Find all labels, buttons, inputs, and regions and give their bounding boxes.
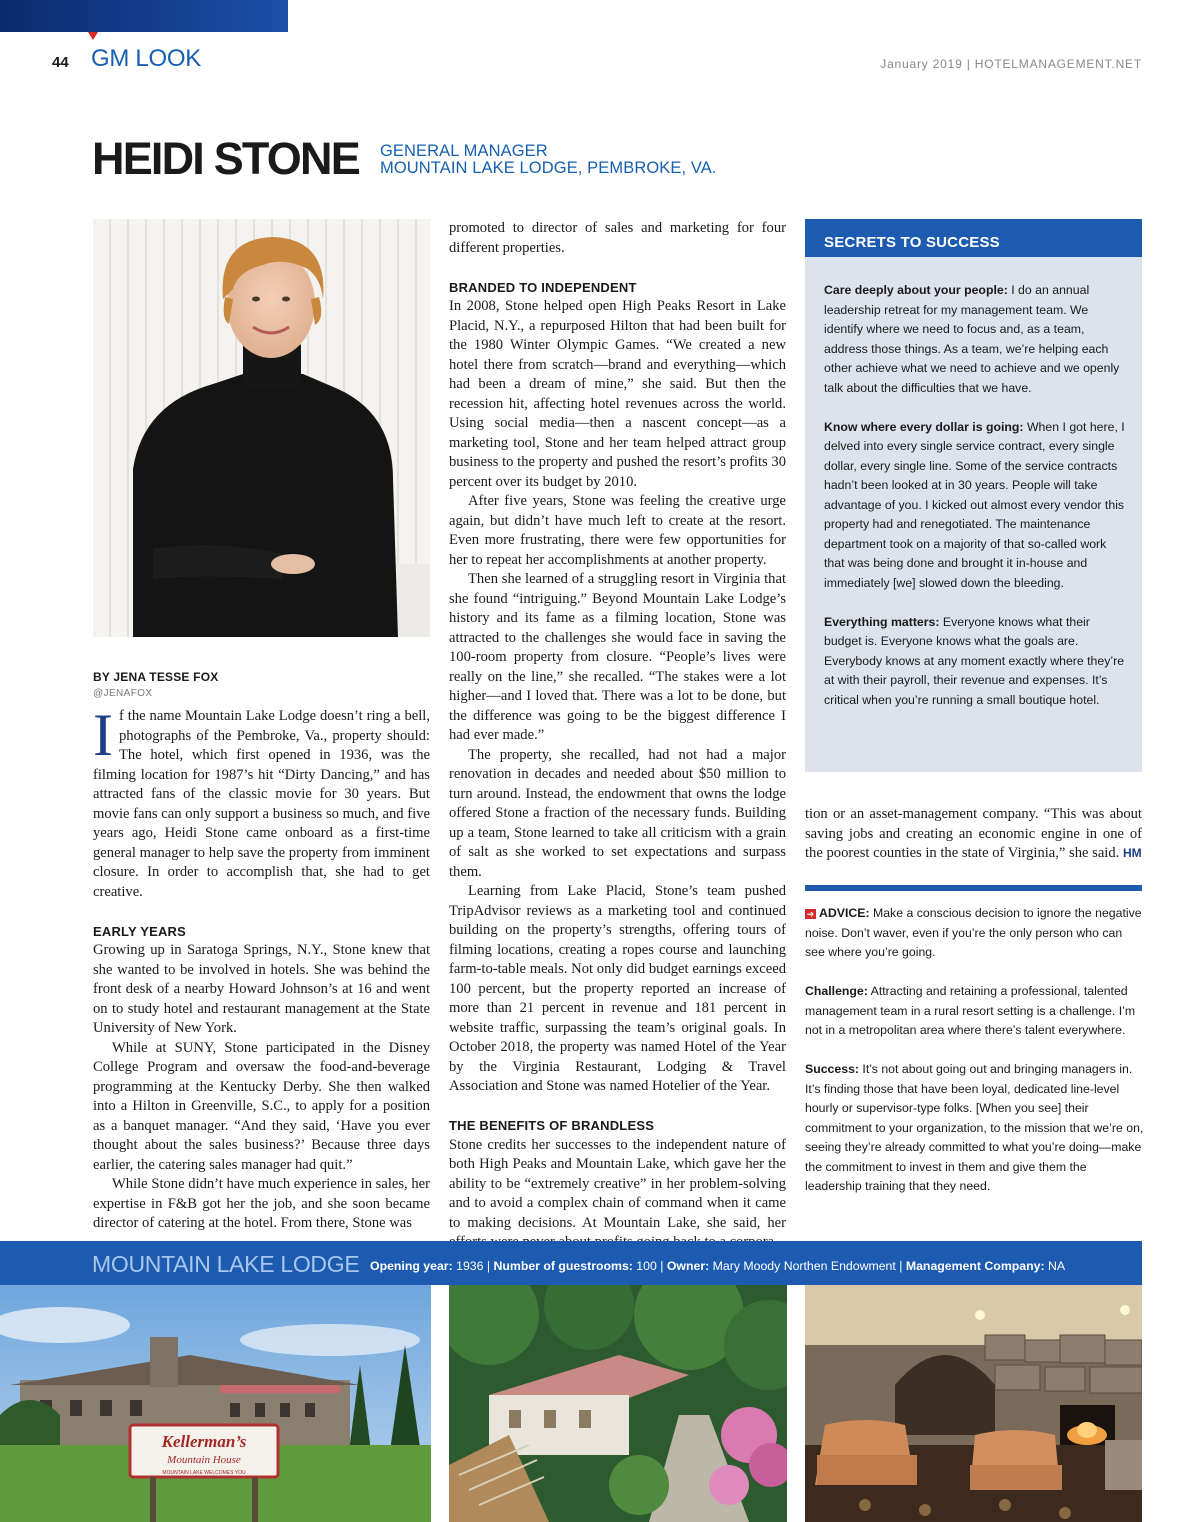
- sidebar-item-label: Everything matters:: [824, 614, 940, 629]
- advice-item: [805, 1060, 1145, 1197]
- paragraph: After five years, Stone was feeling the creative urge again, but didn’t have much left to create at the resort. Even more frustrating, there were few opportunities for her to repeat her accomplishments at another property.: [449, 493, 786, 568]
- heading-early-years: EARLY YEARS: [93, 923, 186, 939]
- paragraph: The property, she recalled, had not had a major renovation in decades and needed about $50 million to turn around. Instead, the endowment that owns the lodge offered Stone a fraction of the necessary funds. Building up a team, Stone learned to take all criticism with a grain of salt as she worked to set expectations and surpass them.: [449, 746, 786, 880]
- paragraph: Stone credits her successes to the independent nature of both High Peaks and Mountain Lake, which gave her the ability to be “extremely creative” in her problem-solving and to avoid a complex chain of command when it came to making decisions. At Mountain Lake, she said, her: [449, 1136, 786, 1231]
- fact-label: Number of guestrooms:: [493, 1259, 633, 1273]
- sidebar-item-text: Everyone knows what their budget is. Everyone knows what the goals are. Everybody knows at any moment exactly where they’re at with their payroll, their revenue and expenses. It’s critical when you’re running a small boutique hotel.: [824, 614, 1125, 707]
- author-handle: @JENAFOX: [93, 688, 153, 699]
- secrets-to-success-sidebar: [805, 219, 1142, 772]
- sidebar-item-label: Care deeply about your people:: [824, 283, 1008, 297]
- advice-label: ADVICE:: [819, 906, 870, 920]
- advice-text: Make a conscious decision to ignore the negative noise. Don’t waver, even if you’re the only person who can see where you’re going.: [805, 906, 1142, 959]
- fact-value: 100 |: [632, 1259, 667, 1273]
- paragraph: [805, 805, 1142, 864]
- lodge-interior-photo: [805, 1285, 1142, 1522]
- sidebar-item-text: I do an annual leadership retreat for my management team. We identify where we need to focus and, as a team, address those things. As a team, we’re helping each other achieve what we need to achieve and we openly talk about the difficulties that we have.: [824, 283, 1120, 395]
- profile-job-title: GENERAL MANAGER: [380, 142, 548, 160]
- fact-value: 1936 |: [452, 1259, 494, 1273]
- advice-label: Success:: [805, 1062, 860, 1076]
- advice-divider: [805, 885, 1142, 891]
- heading-benefits-of-brandless: THE BENEFITS OF BRANDLESS: [449, 1118, 655, 1133]
- sign-welcome: MOUNTAIN LAKE WELCOMES YOU: [162, 1470, 246, 1476]
- paragraph: Then she learned of a struggling resort in Virginia that she found “intriguing.” Beyond Mountain Lake Lodge’s history and its fame as a filming location, Stone was attracted to the challenges she would face in saving the 100-room property from closure. “People’s lives were really on the line,” she recalled. “The stakes were a lot higher—and I loved that. There was a lot to be done, but the difference was going to be the biggest difference I had ever made.”: [449, 571, 786, 743]
- fact-value: NA: [1044, 1259, 1066, 1273]
- fact-label: Owner:: [666, 1259, 710, 1273]
- fact-value: Mary Moody Northen Endowment |: [709, 1259, 906, 1273]
- paragraph: Growing up in Saratoga Springs, N.Y., Stone knew that she wanted to be involved in hotels. She was behind the front desk of a nearby Howard Johnson’s at 16 and went on to study hotel and restaurant management at the State University of New York.: [93, 942, 430, 1036]
- header-marker-icon: [88, 32, 98, 40]
- article-column-3: [805, 805, 1142, 864]
- fact-label: Management Company:: [905, 1259, 1045, 1273]
- drop-cap: I: [93, 702, 113, 768]
- end-mark: HM: [1122, 846, 1142, 860]
- page-number: 44: [52, 54, 69, 71]
- advice-item: [805, 904, 1145, 963]
- sidebar-item-label: Know where every dollar is going:: [824, 419, 1024, 434]
- sidebar-item-text: When I got here, I delved into every single service contract, every single dollar, every single line. Some of the service contracts hadn’t been looked at in 30 years. People will take advantage of you. I kicked out almost every vendor this property had and renegotiated. The maintenance department took on a majority of that so-called work that was being done and brought it in-house and immediately [we] slowed down the bleeding.: [824, 419, 1125, 590]
- lodge-exterior-photo: [0, 1285, 431, 1522]
- heading-branded-to-independent: BRANDED TO INDEPENDENT: [449, 279, 637, 295]
- issue-and-site: January 2019 | HOTELMANAGEMENT.NET: [880, 57, 1142, 71]
- profile-role: [380, 143, 717, 177]
- paragraph: While Stone didn’t have much experience in sales, her expertise in F&B got her the job, and she soon became director of catering at the hotel. From there, Stone was: [93, 1176, 430, 1231]
- arrow-right-icon: ➜: [806, 909, 815, 919]
- paragraph: In 2008, Stone helped open High Peaks Resort in Lake Placid, N.Y., a repurposed Hilton that had been built for the 1980 Winter Olympic Games. “We created a new hotel there from scratch—brand and everything—which had been a dream of mine,” she said. But then the recession hit, affecting hotel revenues across the world. Using social media—then a nascent concept—as a marketing tool, Stone and her team helped attract group business to the property and pushed the resort’s profits 30 percent over its budget by 2010.: [449, 298, 786, 490]
- article-byline: BY JENA TESSE FOX: [93, 670, 219, 684]
- profile-name: HEIDI STONE: [92, 133, 359, 184]
- sidebar-heading: SECRETS TO SUCCESS: [805, 219, 1142, 257]
- sidebar-item: [824, 281, 1128, 398]
- advice-box: [805, 904, 1145, 1197]
- section-title: GM LOOK: [91, 45, 201, 72]
- sidebar-body: [805, 257, 1142, 710]
- cottages-path-photo: [449, 1285, 787, 1522]
- property-name: MOUNTAIN LAKE LODGE: [92, 1251, 360, 1277]
- article-intro-paragraph: [93, 702, 430, 902]
- paragraph: While at SUNY, Stone participated in the Disney College Program and oversaw the food-and-beverage programming at the Kentucky Derby. She then walked into a Hilton in Greenville, S.C., to apply for a position as a banquet manager. “And they said, ‘Have you ever thought about the sales business?’ Because three days earlier, the catering sales manager had quit.”: [93, 1039, 430, 1173]
- paragraph: Learning from Lake Placid, Stone’s team pushed TripAdvisor reviews as a marketing tool and continued building on the property’s strengths, offering tours of filming locations, creating a ropes course and launching farm-to-table meals. Not only did budget earnings exceed 100 percent, but the property reported an increase of more than 21 percent in revenue and 181 percent in website traffic, surpassing the team’s original goals. In October 2018, the property was named Hotel of the Year by the Virginia Restaurant, Lodging & Travel Association and Stone was named Hotelier of the Year.: [449, 883, 786, 1094]
- intro-text: f the name Mountain Lake Lodge doesn’t ring a bell, photographs of the Pembroke, Va., property should: The hotel, which first opened in 1936, was the filming location for 1987’s hit “Dirty Dancing,” and has attracted fans of the classic movie for 30 years. But movie fans can only support a business so much, and five years ago, Heidi Stone came onboard as a first-time general manager to help save the property from imminent closure. In order to accomplish that, she had to get creative.: [93, 708, 430, 900]
- profile-property: MOUNTAIN LAKE LODGE, PEMBROKE, VA.: [380, 159, 717, 177]
- article-column-2: [449, 219, 786, 1253]
- sidebar-item: [824, 418, 1128, 594]
- portrait-photo: [93, 219, 430, 637]
- fact-label: Opening year:: [370, 1259, 453, 1273]
- property-facts: [370, 1259, 1065, 1273]
- sign-subtitle: Mountain House: [167, 1454, 241, 1466]
- advice-label: Challenge:: [805, 984, 868, 998]
- closing-text: tion or an asset-management company. “This was about saving jobs and creating an economic engine in one of the poorest counties in the state of Virginia,” she said.: [805, 806, 1142, 861]
- paragraph: promoted to director of sales and marketing for four different properties.: [449, 220, 786, 256]
- header-color-bar: [0, 0, 288, 32]
- article-column-1: [93, 702, 430, 1234]
- sign-title: Kellerman’s: [161, 1432, 247, 1451]
- advice-text: It’s not about going out and bringing managers in. It’s finding those that have been loyal, dedicated line-level hourly or supervisor-type folks. [When you see] their commitment to your organization, to the mission that we’re on, seeing they’re already committed to what you’re doing—make the commitment to invest in them and give them the leadership training that they need.: [805, 1062, 1144, 1193]
- advice-item: [805, 982, 1145, 1041]
- advice-text: Attracting and retaining a professional, talented management team in a rural resort setting is a challenge. I’m not in a metropolitan area where there’s talent everywhere.: [805, 984, 1136, 1037]
- sidebar-item: [824, 613, 1128, 711]
